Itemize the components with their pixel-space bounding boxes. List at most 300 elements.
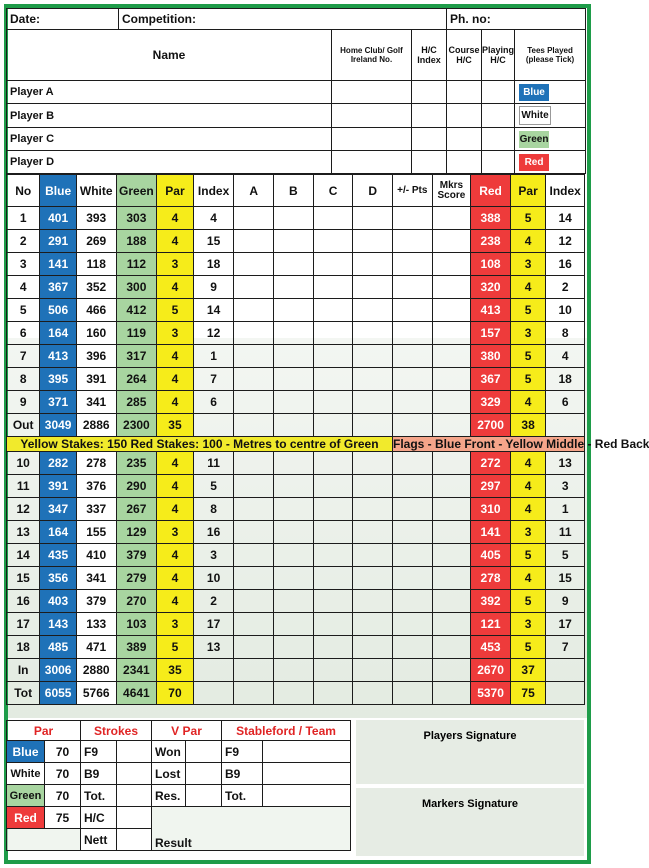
header-table [6, 8, 586, 174]
score-player-a[interactable] [234, 414, 274, 437]
blue-distance: 164 [40, 322, 77, 345]
score-player-b[interactable] [274, 368, 314, 391]
strokes-hc-value[interactable] [117, 807, 152, 829]
points-cell[interactable] [392, 207, 432, 230]
player-d-name[interactable]: Player D [7, 151, 332, 174]
hole-row [7, 521, 585, 544]
white-distance: 471 [76, 636, 116, 659]
par-header: Par [7, 721, 81, 741]
strokes-f9-value[interactable] [117, 741, 152, 763]
green-distance: 235 [116, 452, 157, 475]
red-par: 5 [510, 207, 545, 230]
score-player-c[interactable] [313, 345, 353, 368]
hole-number: 18 [7, 636, 40, 659]
white-distance: 379 [76, 590, 116, 613]
hole-row [7, 590, 585, 613]
score-player-b[interactable] [274, 322, 314, 345]
summary-tee-red: Red [7, 807, 45, 829]
stroke-index: 7 [193, 368, 234, 391]
marker-score-cell[interactable] [432, 590, 471, 613]
score-player-c[interactable] [313, 498, 353, 521]
points-cell[interactable] [392, 613, 432, 636]
tee-white-option[interactable]: White [519, 106, 551, 125]
marker-score-cell[interactable] [432, 498, 471, 521]
score-player-c[interactable] [313, 322, 353, 345]
competition-field[interactable]: Competition: [119, 9, 447, 30]
strokes-b9-label: B9 [81, 763, 117, 785]
strokes-nett-label: Nett [81, 829, 117, 851]
score-player-d[interactable] [353, 299, 393, 322]
marker-score-cell[interactable] [432, 368, 471, 391]
white-distance: 352 [76, 276, 116, 299]
marker-score-cell[interactable] [432, 567, 471, 590]
hole-row [7, 498, 585, 521]
score-player-c[interactable] [313, 230, 353, 253]
points-cell[interactable] [392, 475, 432, 498]
player-a-club[interactable] [332, 81, 412, 104]
red-index: 4 [546, 345, 585, 368]
points-cell[interactable] [392, 452, 432, 475]
score-player-b[interactable] [274, 613, 314, 636]
player-c-course-hc[interactable] [447, 128, 482, 151]
hole-number: 11 [7, 475, 40, 498]
marker-score-cell[interactable] [432, 345, 471, 368]
hole-number: 15 [7, 567, 40, 590]
score-player-a[interactable] [234, 613, 274, 636]
score-player-b[interactable] [274, 567, 314, 590]
player-d-club[interactable] [332, 151, 412, 174]
hole-par: 4 [157, 567, 194, 590]
player-d-playing-hc[interactable] [482, 151, 515, 174]
score-player-a[interactable] [234, 207, 274, 230]
red-distance: 108 [471, 253, 511, 276]
points-cell[interactable] [392, 345, 432, 368]
hole-row [7, 544, 585, 567]
score-player-a[interactable] [234, 498, 274, 521]
red-distance: 367 [471, 368, 511, 391]
score-player-a[interactable] [234, 682, 274, 705]
score-player-c[interactable] [313, 414, 353, 437]
score-player-b[interactable] [274, 345, 314, 368]
points-cell[interactable] [392, 498, 432, 521]
red-par: 3 [510, 521, 545, 544]
score-player-c[interactable] [313, 299, 353, 322]
score-player-d[interactable] [353, 682, 393, 705]
vpar-header: V Par [152, 721, 222, 741]
red-index: 18 [546, 368, 585, 391]
score-player-a[interactable] [234, 590, 274, 613]
red-index: 2 [546, 276, 585, 299]
score-player-c[interactable] [313, 207, 353, 230]
hole-number: 14 [7, 544, 40, 567]
vpar-lost-label: Lost [152, 763, 186, 785]
col-header-no: No [7, 175, 40, 207]
score-player-d[interactable] [353, 253, 393, 276]
stableford-f9-value[interactable] [263, 741, 351, 763]
points-cell[interactable] [392, 659, 432, 682]
marker-score-cell[interactable] [432, 613, 471, 636]
score-player-d[interactable] [353, 230, 393, 253]
green-distance: 267 [116, 498, 157, 521]
points-cell[interactable] [392, 299, 432, 322]
strokes-b9-value[interactable] [117, 763, 152, 785]
red-par: 4 [510, 452, 545, 475]
score-player-d[interactable] [353, 207, 393, 230]
blue-distance: 413 [40, 345, 77, 368]
score-player-a[interactable] [234, 368, 274, 391]
player-a-playing-hc[interactable] [482, 81, 515, 104]
white-distance: 410 [76, 544, 116, 567]
date-field[interactable]: Date: [7, 9, 119, 30]
score-player-b[interactable] [274, 682, 314, 705]
score-player-d[interactable] [353, 414, 393, 437]
score-player-d[interactable] [353, 345, 393, 368]
score-player-c[interactable] [313, 567, 353, 590]
blue-distance: 164 [40, 521, 77, 544]
score-player-b[interactable] [274, 498, 314, 521]
red-distance: 413 [471, 299, 511, 322]
score-player-d[interactable] [353, 521, 393, 544]
vpar-won-label: Won [152, 741, 186, 763]
player-b-playing-hc[interactable] [482, 104, 515, 128]
score-player-b[interactable] [274, 659, 314, 682]
result-box[interactable] [152, 807, 351, 851]
score-player-c[interactable] [313, 521, 353, 544]
score-player-b[interactable] [274, 636, 314, 659]
green-distance: 290 [116, 475, 157, 498]
score-player-d[interactable] [353, 498, 393, 521]
score-player-c[interactable] [313, 636, 353, 659]
red-par: 5 [510, 636, 545, 659]
col-header-right-index: Index [546, 175, 585, 207]
score-player-a[interactable] [234, 659, 274, 682]
red-distance: 320 [471, 276, 511, 299]
hole-row [7, 345, 585, 368]
score-player-b[interactable] [274, 475, 314, 498]
red-distance: 2670 [471, 659, 511, 682]
white-distance: 337 [76, 498, 116, 521]
red-distance: 278 [471, 567, 511, 590]
vpar-res-value[interactable] [186, 785, 222, 807]
score-player-a[interactable] [234, 475, 274, 498]
points-cell[interactable] [392, 230, 432, 253]
score-player-d[interactable] [353, 391, 393, 414]
white-distance: 393 [76, 207, 116, 230]
score-player-b[interactable] [274, 452, 314, 475]
hole-par: 35 [157, 659, 194, 682]
hole-number: 1 [7, 207, 40, 230]
score-player-b[interactable] [274, 521, 314, 544]
score-player-c[interactable] [313, 613, 353, 636]
strokes-tot-value[interactable] [117, 785, 152, 807]
points-cell[interactable] [392, 276, 432, 299]
score-player-d[interactable] [353, 544, 393, 567]
col-header-c: C [313, 175, 353, 207]
score-player-c[interactable] [313, 253, 353, 276]
score-player-b[interactable] [274, 276, 314, 299]
stroke-index: 8 [193, 498, 234, 521]
green-distance: 2300 [116, 414, 157, 437]
points-cell[interactable] [392, 322, 432, 345]
vpar-lost-value[interactable] [186, 763, 222, 785]
score-player-b[interactable] [274, 590, 314, 613]
score-player-c[interactable] [313, 682, 353, 705]
marker-score-cell[interactable] [432, 452, 471, 475]
score-player-c[interactable] [313, 391, 353, 414]
green-distance: 2341 [116, 659, 157, 682]
hole-number: Tot [7, 682, 40, 705]
score-player-b[interactable] [274, 544, 314, 567]
hole-par: 4 [157, 391, 194, 414]
score-player-d[interactable] [353, 452, 393, 475]
red-index: 14 [546, 207, 585, 230]
blue-distance: 371 [40, 391, 77, 414]
hole-par: 4 [157, 498, 194, 521]
red-par: 3 [510, 253, 545, 276]
hole-row [7, 452, 585, 475]
score-player-a[interactable] [234, 345, 274, 368]
score-player-d[interactable] [353, 636, 393, 659]
blue-distance: 6055 [40, 682, 77, 705]
player-a-course-hc[interactable] [447, 81, 482, 104]
blue-distance: 401 [40, 207, 77, 230]
white-distance: 466 [76, 299, 116, 322]
summary-tee-white: White [7, 763, 45, 785]
red-par: 4 [510, 230, 545, 253]
score-player-a[interactable] [234, 636, 274, 659]
result-label: Result [155, 836, 192, 850]
score-player-a[interactable] [234, 299, 274, 322]
marker-score-cell[interactable] [432, 230, 471, 253]
stableford-b9-value[interactable] [263, 763, 351, 785]
vpar-won-value[interactable] [186, 741, 222, 763]
player-d-index[interactable] [412, 151, 447, 174]
marker-score-cell[interactable] [432, 391, 471, 414]
score-player-d[interactable] [353, 368, 393, 391]
hole-par: 4 [157, 345, 194, 368]
points-cell[interactable] [392, 590, 432, 613]
score-player-a[interactable] [234, 253, 274, 276]
hole-number: 2 [7, 230, 40, 253]
hole-par: 70 [157, 682, 194, 705]
points-cell[interactable] [392, 414, 432, 437]
red-par: 4 [510, 475, 545, 498]
red-distance: 141 [471, 521, 511, 544]
score-player-c[interactable] [313, 368, 353, 391]
marker-score-cell[interactable] [432, 253, 471, 276]
score-player-a[interactable] [234, 544, 274, 567]
white-distance: 341 [76, 567, 116, 590]
red-index: 9 [546, 590, 585, 613]
marker-score-cell[interactable] [432, 636, 471, 659]
hole-par: 4 [157, 368, 194, 391]
stroke-index: 13 [193, 636, 234, 659]
marker-score-cell[interactable] [432, 207, 471, 230]
points-cell[interactable] [392, 391, 432, 414]
score-player-a[interactable] [234, 322, 274, 345]
marker-score-cell[interactable] [432, 682, 471, 705]
white-distance: 376 [76, 475, 116, 498]
green-distance: 303 [116, 207, 157, 230]
score-player-a[interactable] [234, 391, 274, 414]
player-a-name[interactable]: Player A [7, 81, 332, 104]
tee-red-option[interactable]: Red [519, 154, 549, 171]
player-b-name[interactable]: Player B [7, 104, 332, 128]
col-header-d: D [353, 175, 393, 207]
hole-number: 5 [7, 299, 40, 322]
red-par: 5 [510, 299, 545, 322]
points-cell[interactable] [392, 682, 432, 705]
score-player-c[interactable] [313, 544, 353, 567]
score-table [6, 174, 649, 705]
green-distance: 285 [116, 391, 157, 414]
col-header-right-red: Red [471, 175, 511, 207]
player-c-index[interactable] [412, 128, 447, 151]
stableford-f9-label: F9 [222, 741, 263, 763]
player-d-course-hc[interactable] [447, 151, 482, 174]
score-player-b[interactable] [274, 230, 314, 253]
blue-distance: 141 [40, 253, 77, 276]
strokes-header: Strokes [81, 721, 152, 741]
red-index: 13 [546, 452, 585, 475]
red-index: 5 [546, 544, 585, 567]
red-distance: 238 [471, 230, 511, 253]
player-b-course-hc[interactable] [447, 104, 482, 128]
score-player-b[interactable] [274, 414, 314, 437]
playing-hc-header: Playing H/C [482, 30, 515, 81]
red-distance: 2700 [471, 414, 511, 437]
stroke-index: 9 [193, 276, 234, 299]
marker-score-cell[interactable] [432, 659, 471, 682]
hole-par: 3 [157, 521, 194, 544]
blue-distance: 3006 [40, 659, 77, 682]
score-player-d[interactable] [353, 276, 393, 299]
hole-number: 6 [7, 322, 40, 345]
score-player-d[interactable] [353, 567, 393, 590]
marker-score-cell[interactable] [432, 521, 471, 544]
score-player-b[interactable] [274, 253, 314, 276]
hole-row [7, 567, 585, 590]
green-distance: 103 [116, 613, 157, 636]
score-player-d[interactable] [353, 322, 393, 345]
red-distance: 121 [471, 613, 511, 636]
points-cell[interactable] [392, 521, 432, 544]
score-player-a[interactable] [234, 276, 274, 299]
col-header-a: A [234, 175, 274, 207]
player-c-club[interactable] [332, 128, 412, 151]
red-index [546, 414, 585, 437]
markers-signature-box[interactable] [356, 788, 584, 856]
col-header-right-par: Par [510, 175, 545, 207]
marker-score-cell[interactable] [432, 299, 471, 322]
stableford-b9-label: B9 [222, 763, 263, 785]
points-cell[interactable] [392, 567, 432, 590]
red-par: 5 [510, 544, 545, 567]
col-header-par: Par [157, 175, 194, 207]
marker-score-cell[interactable] [432, 544, 471, 567]
score-player-d[interactable] [353, 475, 393, 498]
marker-score-cell[interactable] [432, 414, 471, 437]
score-player-c[interactable] [313, 452, 353, 475]
green-distance: 129 [116, 521, 157, 544]
red-distance: 157 [471, 322, 511, 345]
summary-tee-blue: Blue [7, 741, 45, 763]
score-player-b[interactable] [274, 391, 314, 414]
player-c-playing-hc[interactable] [482, 128, 515, 151]
player-b-club[interactable] [332, 104, 412, 128]
stroke-index: 14 [193, 299, 234, 322]
player-a-index[interactable] [412, 81, 447, 104]
tee-green-option[interactable]: Green [519, 131, 549, 148]
hole-row [7, 207, 585, 230]
strokes-nett-value[interactable] [117, 829, 152, 851]
name-header: Name [7, 30, 332, 81]
hole-row [7, 230, 585, 253]
hc-index-header: H/C Index [412, 30, 447, 81]
score-player-c[interactable] [313, 590, 353, 613]
score-player-c[interactable] [313, 475, 353, 498]
points-cell[interactable] [392, 253, 432, 276]
hole-number: 8 [7, 368, 40, 391]
player-b-index[interactable] [412, 104, 447, 128]
score-player-d[interactable] [353, 659, 393, 682]
hole-par: 3 [157, 253, 194, 276]
white-distance: 2880 [76, 659, 116, 682]
hole-par: 4 [157, 230, 194, 253]
points-cell[interactable] [392, 636, 432, 659]
red-index: 17 [546, 613, 585, 636]
red-par: 4 [510, 276, 545, 299]
score-player-a[interactable] [234, 230, 274, 253]
tee-blue-option[interactable]: Blue [519, 84, 549, 101]
blue-distance: 391 [40, 475, 77, 498]
grand-total-row [7, 682, 585, 705]
white-distance: 118 [76, 253, 116, 276]
red-par: 4 [510, 498, 545, 521]
points-cell[interactable] [392, 544, 432, 567]
red-distance: 388 [471, 207, 511, 230]
players-signature-box[interactable] [356, 720, 584, 784]
score-player-a[interactable] [234, 521, 274, 544]
stakes-note: Yellow Stakes: 150 Red Stakes: 100 - Metres to centre of Green [7, 437, 393, 452]
hole-par: 4 [157, 276, 194, 299]
hole-row [7, 299, 585, 322]
score-player-a[interactable] [234, 567, 274, 590]
col-header-green: Green [116, 175, 157, 207]
score-player-c[interactable] [313, 659, 353, 682]
phone-field[interactable]: Ph. no: [447, 9, 586, 30]
blue-distance: 506 [40, 299, 77, 322]
summary-par-blue: 70 [45, 741, 81, 763]
score-player-d[interactable] [353, 590, 393, 613]
col-header-index: Index [193, 175, 234, 207]
marker-score-cell[interactable] [432, 475, 471, 498]
score-player-a[interactable] [234, 452, 274, 475]
score-player-d[interactable] [353, 613, 393, 636]
score-player-c[interactable] [313, 276, 353, 299]
blue-distance: 395 [40, 368, 77, 391]
red-index [546, 682, 585, 705]
score-player-b[interactable] [274, 299, 314, 322]
hole-par: 3 [157, 613, 194, 636]
stroke-index: 1 [193, 345, 234, 368]
points-cell[interactable] [392, 368, 432, 391]
player-c-name[interactable]: Player C [7, 128, 332, 151]
score-player-b[interactable] [274, 207, 314, 230]
marker-score-cell[interactable] [432, 276, 471, 299]
marker-score-cell[interactable] [432, 322, 471, 345]
stableford-tot-value[interactable] [263, 785, 351, 807]
